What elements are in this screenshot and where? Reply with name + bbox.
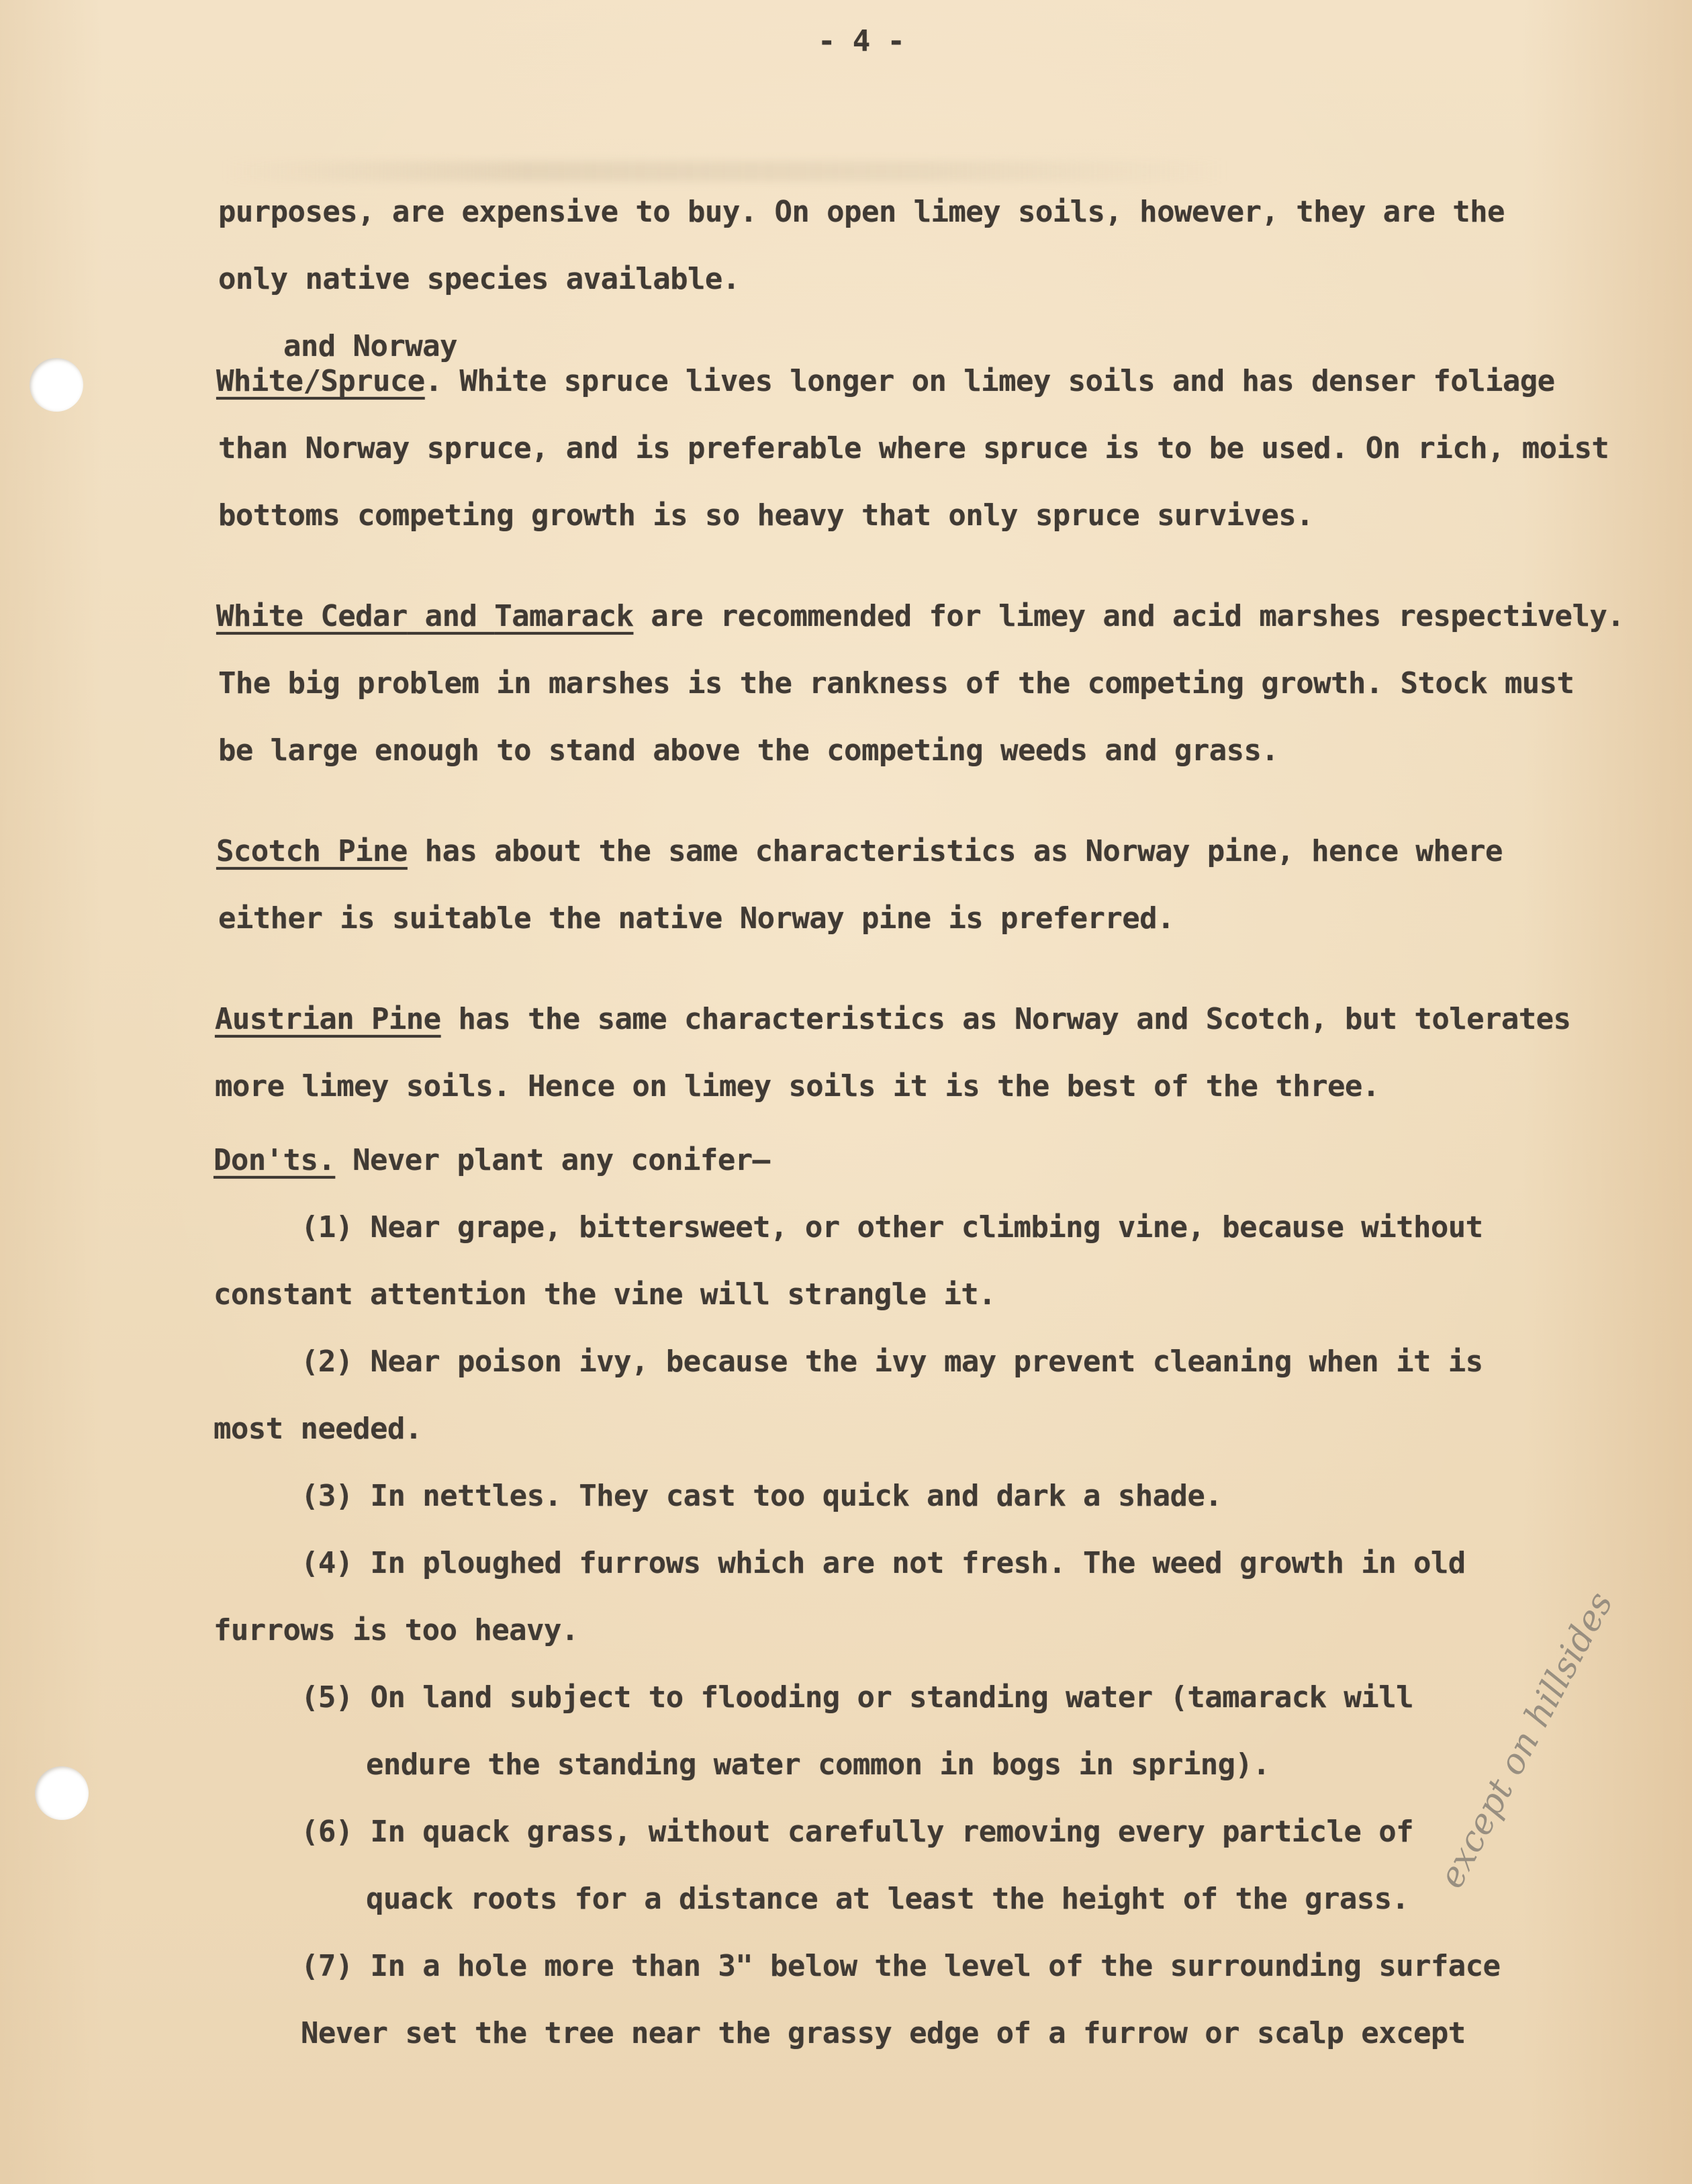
text-span: . White spruce lives longer on limey soils and has denser foliage [424,364,1555,398]
handwritten-annotation: except on hillsides [1431,1585,1621,1895]
text-line: than Norway spruce, and is preferable where spruce is to be used. On rich, moist [218,431,1609,465]
text-line: quack roots for a distance at least the height of the grass. [366,1882,1409,1916]
heading-and: and [407,599,495,633]
text-line: constant attention the vine will strangle it. [214,1277,996,1312]
text-span: has the same characteristics as Norway and Scotch, but tolerates [440,1002,1571,1036]
text-span: has about the same characteristics as Norway pine, hence where [407,834,1503,868]
paragraph-white-spruce [216,364,1555,398]
list-item: (5) On land subject to flooding or standing water (tamarack will [301,1680,1413,1715]
text-line: purposes, are expensive to buy. On open limey soils, however, they are the [218,195,1505,229]
text-line: endure the standing water common in bogs in spring). [366,1747,1270,1782]
punch-hole-bottom [35,1766,89,1820]
heading-tamarack: Tamarack [494,599,634,633]
text-span: Never plant any conifer— [335,1143,770,1177]
list-item: (6) In quack grass, without carefully removing every particle of [301,1815,1413,1849]
text-line: most needed. [214,1412,422,1446]
heading-white-cedar: White Cedar [216,599,408,633]
text-line: The big problem in marshes is the rankness of the competing growth. Stock must [218,666,1574,700]
heading-donts: Don'ts. [214,1143,336,1177]
paragraph-austrian-pine [215,1002,1571,1036]
paragraph-scotch-pine [216,834,1503,868]
paper-smudge [222,161,1229,181]
text-line: only native species available. [218,262,740,296]
paragraph-donts [214,1143,770,1177]
insertion-note: and Norway [283,329,457,363]
list-item: (1) Near grape, bittersweet, or other climbing vine, because without [301,1210,1483,1244]
list-item: (3) In nettles. They cast too quick and dark a shade. [301,1479,1223,1513]
text-line: bottoms competing growth is so heavy that only spruce survives. [218,498,1314,533]
text-line: Never set the tree near the grassy edge of a furrow or scalp except [301,2016,1466,2050]
heading-austrian-pine: Austrian Pine [215,1002,441,1036]
page-number: - 4 - [818,24,905,58]
list-item: (4) In ploughed furrows which are not fresh. The weed growth in old [301,1546,1466,1580]
list-item: (7) In a hole more than 3" below the level of the surrounding surface [301,1949,1501,1983]
text-line: furrows is too heavy. [214,1613,579,1647]
text-line: either is suitable the native Norway pine is preferred. [218,901,1174,936]
text-line: more limey soils. Hence on limey soils it is the best of the three. [215,1069,1380,1103]
text-line: be large enough to stand above the competing weeds and grass. [218,733,1279,768]
list-item: (2) Near poison ivy, because the ivy may prevent cleaning when it is [301,1345,1483,1379]
punch-hole-top [30,358,83,412]
text-span: are recommended for limey and acid marshes respectively. [633,599,1625,633]
paragraph-white-cedar [216,599,1625,633]
heading-scotch-pine: Scotch Pine [216,834,408,868]
heading-white-spruce: White/Spruce [216,364,425,398]
